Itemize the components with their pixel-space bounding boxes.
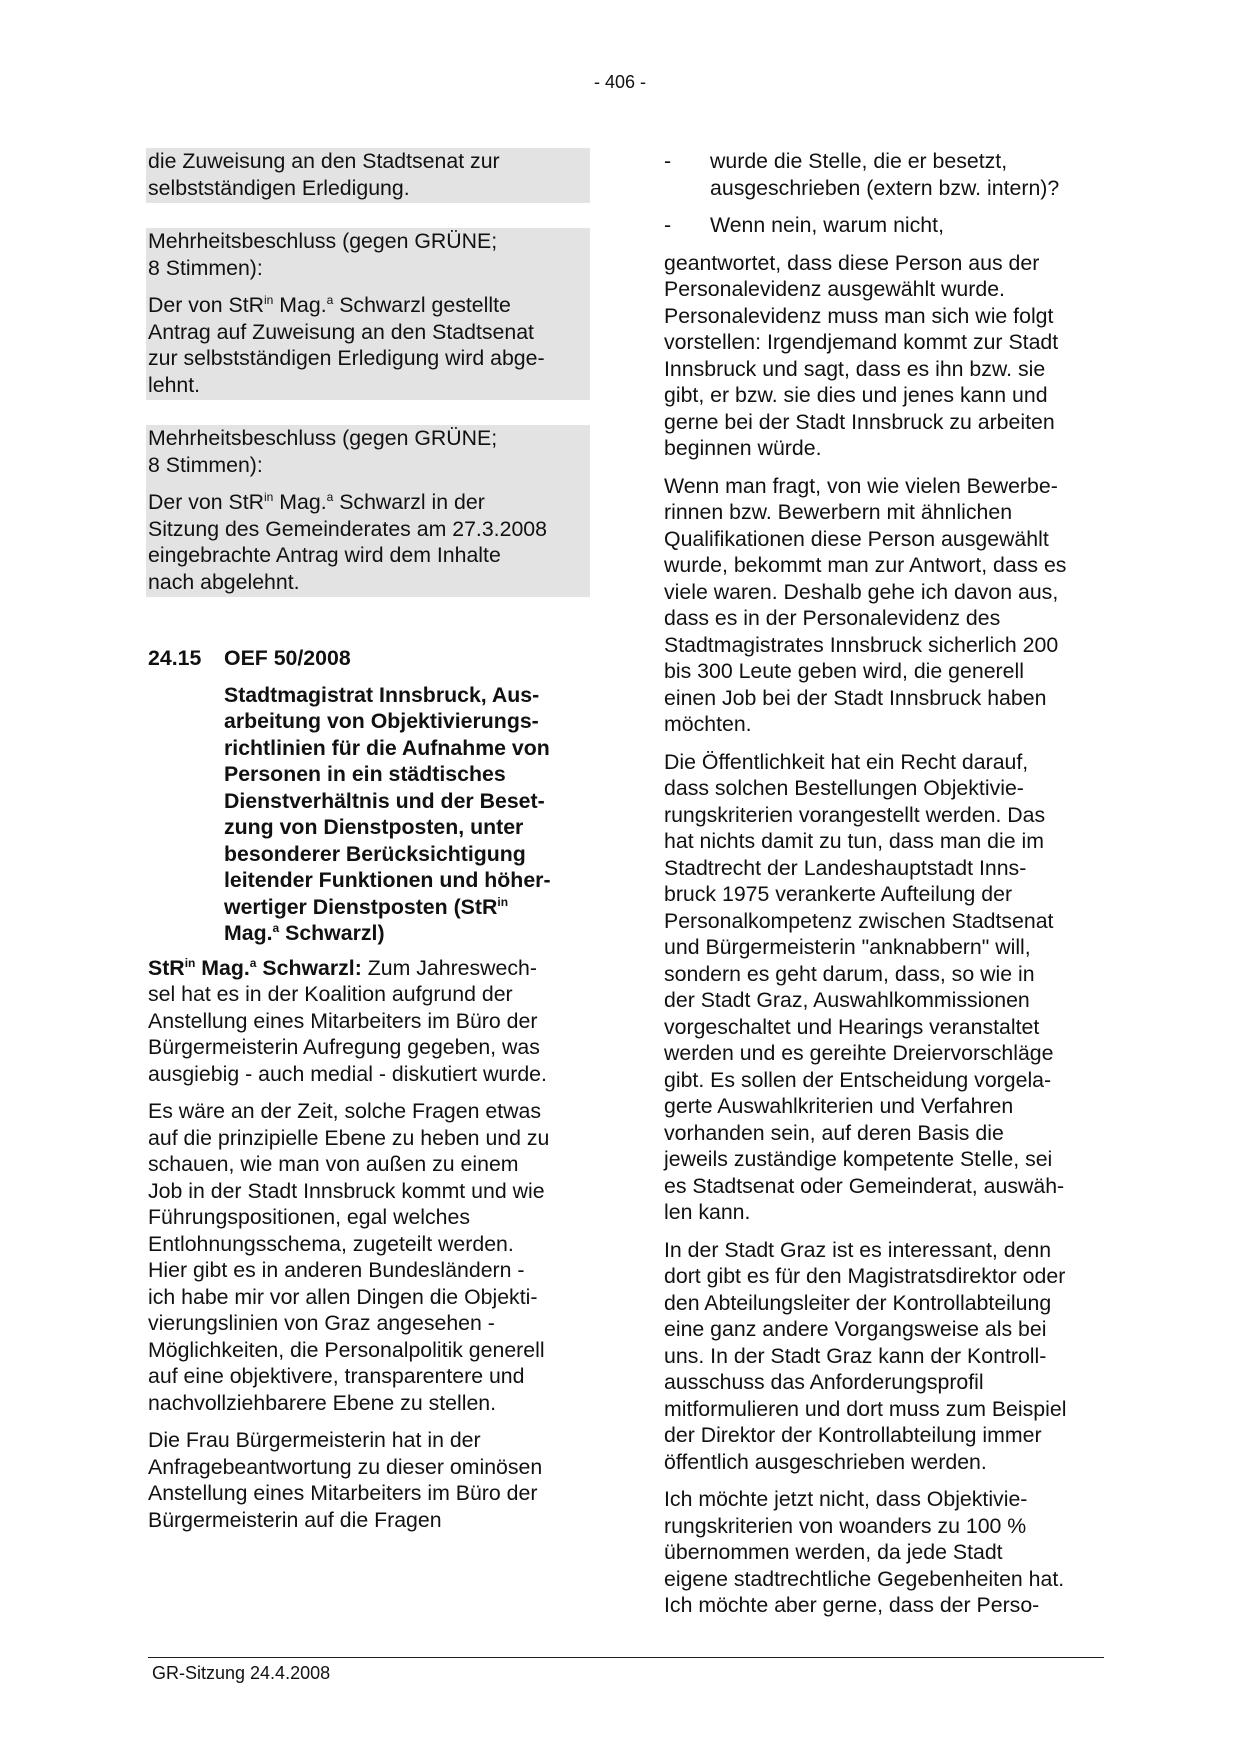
- text-line: Hier gibt es in anderen Bundesländern -: [148, 1258, 525, 1282]
- text-line: vorgeschaltet und Hearings veranstaltet: [664, 1014, 1040, 1039]
- left-column: [148, 148, 590, 1544]
- speech-paragraph-2: [148, 1098, 590, 1416]
- text-line: 8 Stimmen):: [148, 452, 263, 477]
- text-line: 8 Stimmen):: [148, 255, 263, 280]
- text-line: lehnt.: [148, 372, 201, 397]
- paragraph-1: [664, 250, 1106, 462]
- text-line: eingebrachte Antrag wird dem Inhalte: [148, 543, 501, 567]
- text-line: ausgiebig - auch medial - diskutiert wurde.: [148, 1061, 547, 1086]
- text-line: auf eine objektivere, transparentere und: [148, 1364, 525, 1388]
- bullet-dash: -: [664, 213, 672, 237]
- text-line: arbeitung von Objektivierungs-: [224, 709, 539, 733]
- shaded-block-resolution-2: [146, 425, 590, 597]
- text-line: Der von StR$^{in}$ Mag.$^a$ Schwarzl in der: [148, 490, 485, 514]
- text-line: rungskriterien von woanders zu 100 %: [664, 1513, 1027, 1538]
- text-line: richtlinien für die Aufnahme von: [224, 735, 550, 760]
- text-line: bruck 1975 verankerte Aufteilung der: [664, 882, 1013, 906]
- text-line: Führungspositionen, egal welches: [148, 1205, 471, 1229]
- text-line: Bürgermeisterin Aufregung gegeben, was: [148, 1035, 540, 1059]
- text-line: jeweils zuständige kompetente Stelle, sei: [664, 1147, 1053, 1171]
- text-line: leitender Funktionen und höher-: [224, 868, 551, 892]
- agenda-item-number: 24.15: [148, 646, 202, 670]
- text-line: Möglichkeiten, die Personalpolitik generell: [148, 1337, 545, 1362]
- text-line: dass es in der Personalevidenz des: [664, 606, 1001, 630]
- agenda-item-code: OEF 50/2008: [224, 646, 351, 670]
- text-line: ich habe mir vor allen Dingen die Objekti-: [148, 1284, 538, 1309]
- text-line: besonderer Berücksichtigung: [224, 841, 526, 866]
- text-line: nach abgelehnt.: [148, 569, 300, 594]
- paragraph-5: [664, 1486, 1106, 1619]
- text-line: schauen, wie man von außen zu einem: [148, 1152, 519, 1176]
- text-line: dort gibt es für den Magistratsdirektor oder: [664, 1264, 1066, 1288]
- text-line: Qualifikationen diese Person ausgewählt: [664, 526, 1049, 551]
- text-line: gibt, er bzw. sie dies und jenes kann und: [664, 383, 1048, 407]
- text-line: der Direktor der Kontrollabteilung immer: [664, 1423, 1042, 1447]
- text-line: Personalevidenz muss man sich wie folgt: [664, 303, 1054, 328]
- agenda-item-heading: [148, 645, 590, 672]
- text-line: zur selbstständigen Erledigung wird abge-: [148, 346, 545, 370]
- text-line: geantwortet, dass diese Person aus der: [664, 250, 1040, 275]
- text-line: Stadtmagistrat Innsbruck, Aus-: [224, 682, 540, 707]
- shaded-block-resolution-1: [146, 228, 590, 400]
- speaker-name: StR$^{in}$ Mag.$^a$ Schwarzl:: [148, 955, 362, 980]
- agenda-item-title: [224, 682, 590, 947]
- text-line: die Zuweisung an den Stadtsenat zur: [148, 149, 500, 173]
- bullet-dash: -: [664, 149, 672, 173]
- text-line: selbstständigen Erledigung.: [148, 175, 410, 200]
- text-line: bis 300 Leute geben wird, die generell: [664, 659, 1024, 683]
- text-line: Anfragebeantwortung zu dieser ominösen: [148, 1454, 543, 1479]
- text-line: und Bürgermeisterin "anknabbern" will,: [664, 935, 1031, 959]
- text-line: Personalkompetenz zwischen Stadtsenat: [664, 908, 1054, 933]
- text-line: rinnen bzw. Bewerbern mit ähnlichen: [664, 500, 1013, 524]
- footer-session-label: GR-Sitzung 24.4.2008: [152, 1663, 331, 1683]
- text-line: Entlohnungsschema, zugeteilt werden.: [148, 1231, 514, 1256]
- text-line: eigene stadtrechtliche Gegebenheiten hat.: [664, 1566, 1065, 1591]
- text-line: ausschuss das Anforderungsprofil: [664, 1370, 984, 1394]
- text-line: es Stadtsenat oder Gemeinderat, auswäh-: [664, 1173, 1065, 1198]
- text-line: Die Frau Bürgermeisterin hat in der: [148, 1428, 481, 1452]
- text-line: gibt. Es sollen der Entscheidung vorgela-: [664, 1067, 1052, 1092]
- text-line: öffentlich ausgeschrieben werden.: [664, 1449, 987, 1474]
- speech-paragraph-1: [148, 955, 590, 1088]
- text-line: Stadtrecht der Landeshauptstadt Inns-: [664, 855, 1027, 880]
- text-line: wurde die Stelle, die er besetzt,: [710, 149, 1008, 173]
- text-line: vierungslinien von Graz angesehen -: [148, 1311, 495, 1335]
- bullet-item: [664, 212, 1106, 239]
- bullet-item: [664, 148, 1106, 201]
- text-line: möchten.: [664, 712, 752, 736]
- text-line: einen Job bei der Stadt Innsbruck haben: [664, 685, 1047, 710]
- text-line: werden und es gereihte Dreiervorschläge: [664, 1041, 1054, 1065]
- text-line: vorhanden sein, auf deren Basis die: [664, 1120, 1004, 1145]
- text-line: Der von StR$^{in}$ Mag.$^a$ Schwarzl gestellte: [148, 293, 511, 317]
- text-line: Die Öffentlichkeit hat ein Recht darauf,: [664, 749, 1029, 774]
- text-line: den Abteilungsleiter der Kontrollabteilung: [664, 1290, 1052, 1315]
- text-line: auf die prinzipielle Ebene zu heben und zu: [148, 1125, 550, 1150]
- text-line: vorstellen: Irgendjemand kommt zur Stadt: [664, 330, 1059, 354]
- text-line: sel hat es in der Koalition aufgrund der: [148, 982, 513, 1006]
- text-line: mitformulieren und dort muss zum Beispiel: [664, 1396, 1067, 1421]
- speech-paragraph-3: [148, 1427, 590, 1533]
- text-line: eine ganz andere Vorgangsweise als bei: [664, 1317, 1047, 1341]
- text-line: Wenn man fragt, von wie vielen Bewerbe-: [664, 473, 1058, 498]
- paragraph-2: [664, 473, 1106, 738]
- text-line: Mehrheitsbeschluss (gegen GRÜNE;: [148, 426, 498, 450]
- text-line: der Stadt Graz, Auswahlkommissionen: [664, 988, 1030, 1012]
- text-line: Dienstverhältnis und der Beset-: [224, 788, 545, 813]
- text-line: zung von Dienstposten, unter: [224, 815, 524, 839]
- text-line: nachvollziehbarere Ebene zu stellen.: [148, 1390, 497, 1415]
- text-line: len kann.: [664, 1200, 751, 1224]
- text-line: Sitzung des Gemeinderates am 27.3.2008: [148, 516, 547, 541]
- text-line: uns. In der Stadt Graz kann der Kontroll-: [664, 1343, 1047, 1368]
- text-line: Innsbruck und sagt, dass es ihn bzw. sie: [664, 356, 1046, 381]
- text-line: sondern es geht darum, dass, so wie in: [664, 961, 1035, 986]
- shaded-block-referral: [146, 148, 590, 203]
- text-line: viele waren. Deshalb gehe ich davon aus,: [664, 579, 1059, 604]
- paragraph-3: [664, 749, 1106, 1226]
- text-line: StR$^{in}$ Mag.$^a$ Schwarzl: Zum Jahreswech-: [148, 955, 537, 980]
- text-line: beginnen würde.: [664, 436, 822, 460]
- text-line: übernommen werden, da jede Stadt: [664, 1540, 1003, 1564]
- text-line: In der Stadt Graz ist es interessant, denn: [664, 1237, 1052, 1262]
- text-line: rungskriterien vorangestellt werden. Das: [664, 802, 1046, 827]
- text-line: Ich möchte aber gerne, dass der Perso-: [664, 1593, 1040, 1617]
- text-line: ausgeschrieben (extern bzw. intern)?: [710, 175, 1060, 200]
- right-column: [664, 148, 1106, 1630]
- text-line: wertiger Dienstposten (StR$^{in}$: [224, 894, 509, 919]
- text-line: wurde, bekommt man zur Antwort, dass es: [664, 553, 1067, 577]
- text-line: hat nichts damit zu tun, dass man die im: [664, 829, 1044, 853]
- text-line: Personalevidenz ausgewählt wurde.: [664, 277, 1005, 301]
- text-line: Anstellung eines Mitarbeiters im Büro der: [148, 1008, 538, 1033]
- text-line: dass solchen Bestellungen Objektivie-: [664, 776, 1024, 800]
- text-line: gerte Auswahlkriterien und Verfahren: [664, 1094, 1014, 1118]
- text-line: Antrag auf Zuweisung an den Stadtsenat: [148, 319, 534, 344]
- text-line: Wenn nein, warum nicht,: [710, 213, 944, 237]
- paragraph-4: [664, 1237, 1106, 1476]
- footer-divider: [148, 1657, 1104, 1658]
- text-line: Personen in ein städtisches: [224, 762, 506, 786]
- text-line: Anstellung eines Mitarbeiters im Büro der: [148, 1481, 538, 1505]
- text-line: Es wäre an der Zeit, solche Fragen etwas: [148, 1099, 541, 1123]
- text-line: Mehrheitsbeschluss (gegen GRÜNE;: [148, 229, 498, 253]
- text-line: Stadtmagistrates Innsbruck sicherlich 200: [664, 632, 1059, 657]
- text-line: gerne bei der Stadt Innsbruck zu arbeiten: [664, 409, 1055, 434]
- text-line: Mag.$^a$ Schwarzl): [224, 921, 385, 945]
- page-number: - 406 -: [593, 72, 647, 92]
- text-line: Bürgermeisterin auf die Fragen: [148, 1507, 442, 1532]
- text-line: Ich möchte jetzt nicht, dass Objektivie-: [664, 1487, 1028, 1511]
- text-line: Job in der Stadt Innsbruck kommt und wie: [148, 1178, 545, 1203]
